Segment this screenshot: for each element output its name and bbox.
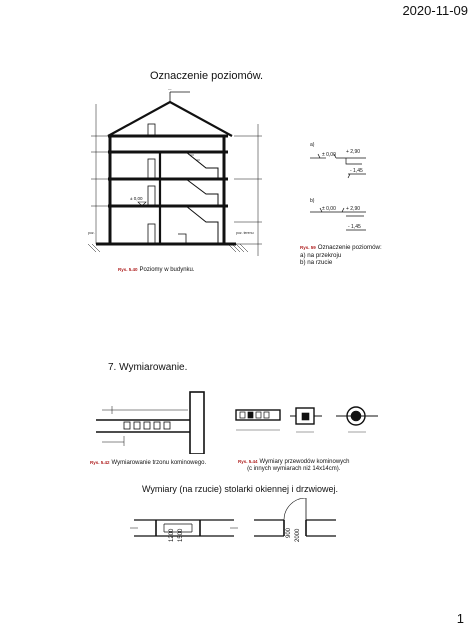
chimney-ducts-drawing bbox=[230, 398, 382, 448]
label-a: a) bbox=[310, 142, 315, 148]
a-minus: - 1,45 bbox=[350, 168, 363, 174]
b-minus: - 1,45 bbox=[348, 224, 361, 230]
fig-caption-line2: a) na przekroju bbox=[300, 251, 342, 259]
label-b: b) bbox=[310, 198, 315, 204]
a-zero: ± 0,00 bbox=[322, 152, 336, 158]
section-title-dimensioning: 7. Wymiarowanie. bbox=[108, 362, 188, 373]
chimney-stack-drawing bbox=[94, 390, 210, 454]
fig-caption-line2: (c innych wymiarach niż 14x14cm). bbox=[247, 466, 341, 472]
fig-caption-text: Poziomy w budynku. bbox=[139, 267, 195, 273]
fig-caption-line3: b) na rzucie bbox=[300, 259, 333, 266]
fig-caption-line1: Wymiary przewodów kominowych bbox=[259, 459, 350, 465]
b-zero: ± 0,00 bbox=[322, 206, 336, 212]
a-plus: + 2,90 bbox=[346, 149, 361, 155]
door-dim-1: 900 bbox=[286, 527, 292, 538]
building-section-drawing bbox=[86, 84, 276, 259]
fig-number: Rys. 5.42 bbox=[90, 460, 110, 465]
joinery-title: Wymiary (na rzucie) stolarki okiennej i drzwiowej. bbox=[142, 484, 338, 494]
b-plus: + 2,90 bbox=[346, 206, 361, 212]
fig-building-caption bbox=[118, 266, 195, 274]
fig-levels-caption bbox=[300, 244, 382, 267]
page-number: 1 bbox=[456, 611, 464, 626]
fig-caption-text: Wymiarowanie trzonu kominowego. bbox=[111, 460, 207, 466]
window-dim-2: 1500 bbox=[178, 528, 184, 542]
svg-text:poz.: poz. bbox=[88, 231, 95, 235]
door-dim-2: 2000 bbox=[295, 528, 301, 542]
document-date: 2020-11-09 bbox=[402, 3, 468, 18]
svg-text:—: — bbox=[168, 87, 172, 91]
fig-chimney-caption bbox=[90, 459, 206, 467]
fig-number: Rys. 5.44 bbox=[238, 459, 258, 464]
section-title-levels: Oznaczenie poziomów. bbox=[150, 70, 264, 82]
window-dim-1: 1200 bbox=[169, 528, 175, 542]
fig-caption-line1: Oznaczenie poziomów: bbox=[317, 244, 382, 251]
fig-ducts-caption bbox=[238, 458, 350, 473]
elevation-label: ± 0,00 bbox=[130, 196, 143, 201]
window-dimension-drawing bbox=[128, 502, 240, 552]
door-dimension-drawing bbox=[250, 498, 340, 552]
fig-number: Rys. 5.40 bbox=[118, 267, 138, 272]
fig-number: Rys. 59 bbox=[300, 245, 316, 250]
level-marks-drawing bbox=[306, 136, 376, 238]
svg-text:poz. terenu: poz. terenu bbox=[236, 231, 254, 235]
